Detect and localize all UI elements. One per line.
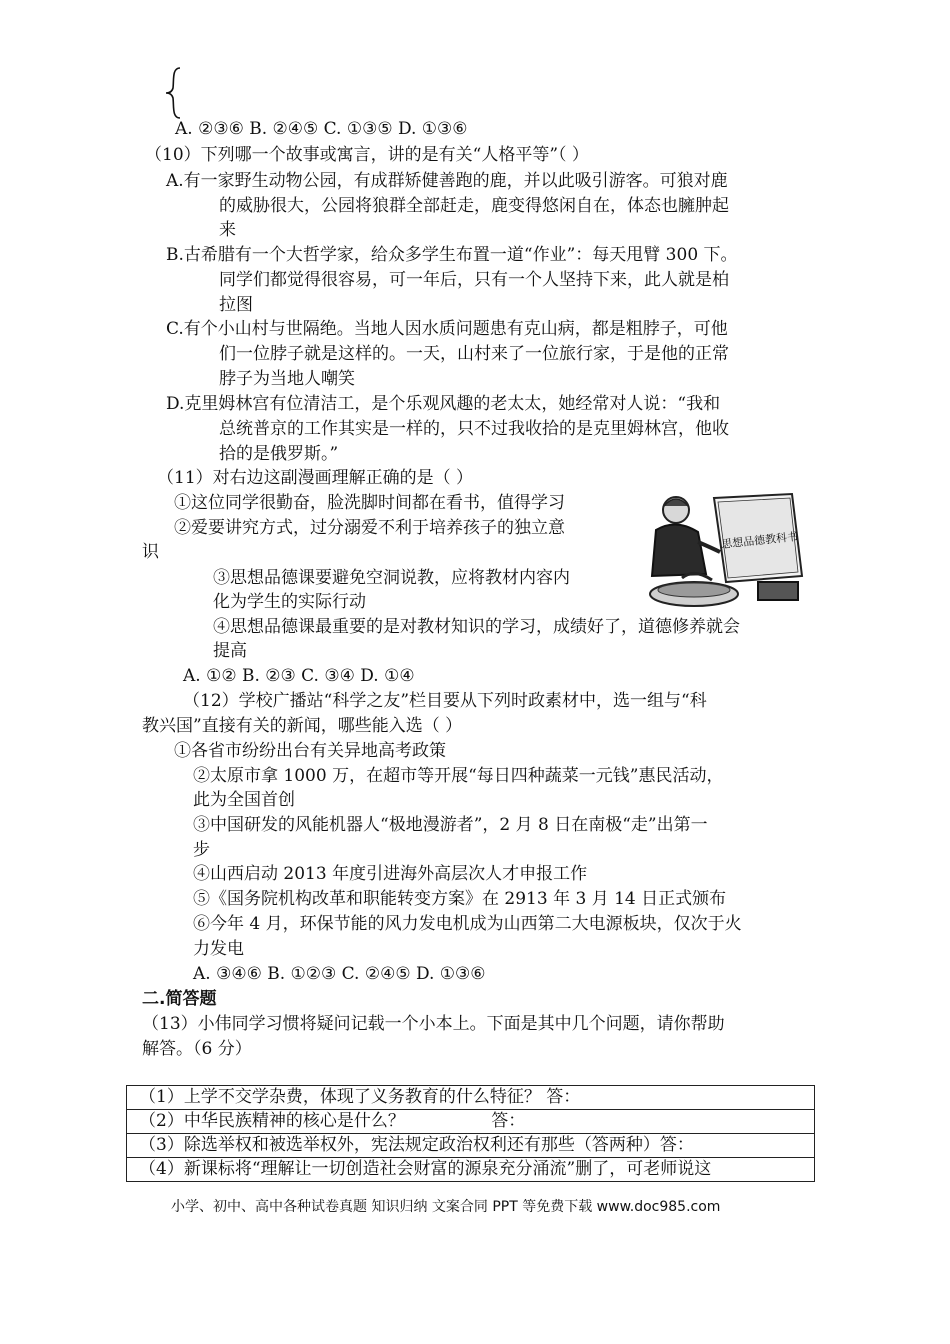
q11-item-3: ③思想品德课要避免空洞说教，应将教材内容内 [213, 568, 570, 588]
q10-option-c-3: 脖子为当地人嘲笑 [219, 369, 355, 389]
page-footer: 小学、初中、高中各种试卷真题 知识归纳 文案合同 PPT 等免费下载 www.doc985.com [171, 1199, 721, 1215]
q10-option-d-2: 总统普京的工作其实是一样的，只不过我收拾的是克里姆林宫，他收 [219, 419, 729, 439]
q9-options: A. ②③⑥ B. ②④⑤ C. ①③⑤ D. ①③⑥ [175, 119, 468, 139]
table-row [127, 1110, 815, 1134]
q12-stem-2: 教兴国”直接有关的新闻，哪些能入选（ ） [142, 716, 463, 736]
q11-item-3-cont: 化为学生的实际行动 [213, 592, 366, 612]
q11-options: A. ①② B. ②③ C. ③④ D. ①④ [183, 666, 415, 686]
q12-item-3: ③中国研发的风能机器人“极地漫游者”，2 月 8 日在南极“走”出第一 [193, 815, 708, 835]
q11-stem: （11）对右边这副漫画理解正确的是（ ） [157, 468, 474, 488]
q13-answer-table [126, 1085, 815, 1182]
q12-item-6-cont: 力发电 [193, 939, 244, 959]
q13-stem-1: （13）小伟同学习惯将疑问记载一个小本上。下面是其中几个问题，请你帮助 [142, 1014, 725, 1034]
q11-item-2: ②爱要讲究方式，过分溺爱不利于培养孩子的独立意 [174, 518, 565, 538]
q10-option-b-2: 同学们都觉得很容易，可一年后，只有一个人坚持下来，此人就是柏 [219, 270, 729, 290]
table-cell: （1）上学不交学杂费，体现了义务教育的什么特征？ 答： [127, 1086, 815, 1110]
table-row [127, 1134, 815, 1158]
q10-option-d-1: D.克里姆林宫有位清洁工，是个乐观风趣的老太太，她经常对人说：“我和 [166, 394, 721, 414]
q12-item-5: ⑤《国务院机构改革和职能转变方案》在 2913 年 3 月 14 日正式颁布 [193, 889, 727, 909]
table-cell: （3）除选举权和被选举权外，宪法规定政治权利还有那些（答两种）答： [127, 1134, 815, 1158]
cartoon-book-text: 思想品德教科书 [720, 530, 799, 552]
left-brace-icon [164, 66, 184, 120]
q10-option-c-1: C.有个小山村与世隔绝。当地人因水质问题患有克山病，都是粗脖子，可他 [166, 319, 728, 339]
q12-stem-1: （12）学校广播站“科学之友”栏目要从下列时政素材中，选一组与“科 [183, 691, 707, 711]
section-title: 二.简答题 [142, 989, 217, 1009]
q12-item-4: ④山西启动 2013 年度引进海外高层次人才申报工作 [193, 864, 588, 884]
q10-option-a-2: 的威胁很大，公园将狼群全部赶走，鹿变得悠闲自在，体态也臃肿起 [219, 196, 729, 216]
q12-item-2-cont: 此为全国首创 [193, 790, 295, 810]
table-cell: （4）新课标将“理解让一切创造社会财富的源泉充分涌流”删了，可老师说这 [127, 1158, 815, 1182]
q11-item-1: ①这位同学很勤奋，脸洗脚时间都在看书，值得学习 [174, 493, 565, 513]
q12-options: A. ③④⑥ B. ①②③ C. ②④⑤ D. ①③⑥ [193, 964, 486, 984]
q10-option-b-3: 拉图 [219, 295, 253, 315]
q11-item-2-cont: 识 [142, 542, 159, 562]
q12-item-3-cont: 步 [193, 840, 210, 860]
q10-option-a-1: A.有一家野生动物公园，有成群矫健善跑的鹿，并以此吸引游客。可狼对鹿 [166, 171, 728, 191]
q13-stem-2: 解答。（6 分） [142, 1039, 252, 1059]
q12-item-1: ①各省市纷纷出台有关异地高考政策 [174, 741, 446, 761]
q10-option-b-1: B.古希腊有一个大哲学家，给众多学生布置一道“作业”：每天甩臂 300 下。 [166, 245, 738, 265]
cartoon-illustration [642, 490, 810, 610]
q11-item-4-cont: 提高 [213, 641, 247, 661]
q12-item-2: ②太原市拿 1000 万，在超市等开展“每日四种蔬菜一元钱”惠民活动， [193, 766, 724, 786]
q10-option-a-3: 来 [219, 220, 236, 240]
table-cell: （2）中华民族精神的核心是什么？ 答： [127, 1110, 815, 1134]
table-row [127, 1158, 815, 1182]
q12-item-6: ⑥今年 4 月，环保节能的风力发电机成为山西第二大电源板块，仅次于火 [193, 914, 742, 934]
table-row [127, 1086, 815, 1110]
q10-option-c-2: 们一位脖子就是这样的。一天，山村来了一位旅行家，于是他的正常 [219, 344, 729, 364]
q10-option-d-3: 拾的是俄罗斯。” [219, 444, 339, 464]
q10-stem: （10）下列哪一个故事或寓言，讲的是有关“人格平等”（ ） [145, 145, 589, 165]
q11-item-4: ④思想品德课最重要的是对教材知识的学习，成绩好了，道德修养就会 [213, 617, 740, 637]
